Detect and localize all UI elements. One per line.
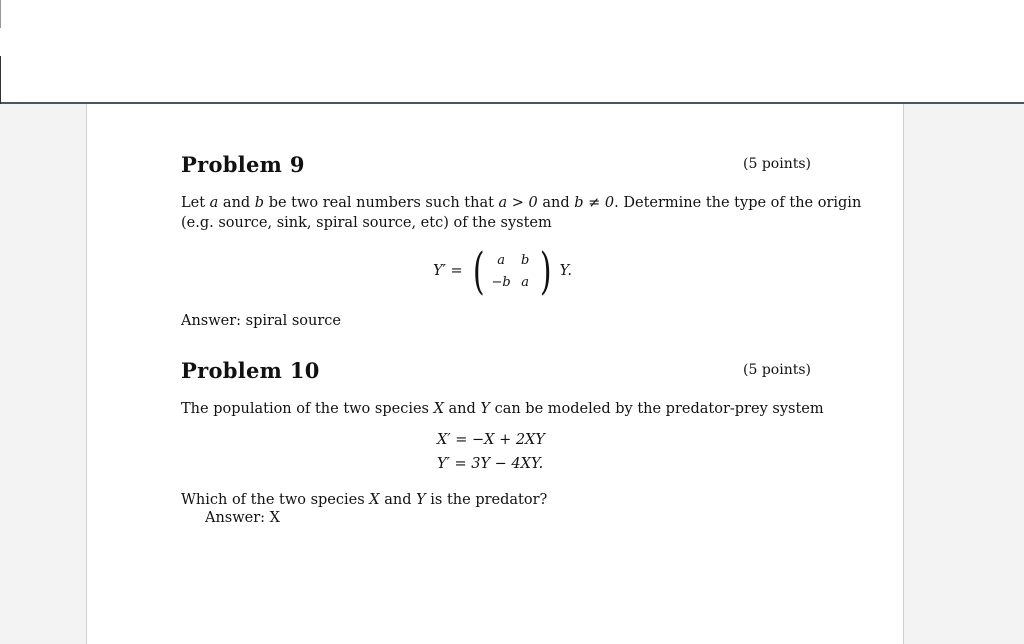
problem-9-points: (5 points) xyxy=(743,156,811,172)
problem-10-question: Which of the two species X and Y is the predator? xyxy=(181,492,548,508)
problem-10-title: Problem 10 xyxy=(181,358,320,383)
matrix-entry: a xyxy=(497,252,506,268)
problem-9-equation xyxy=(433,242,572,300)
problem-10-points: (5 points) xyxy=(743,362,811,378)
problem-9-statement-line1: Let a and b be two real numbers such that a > 0 and b ≠ 0. Determine the type of the origin xyxy=(181,195,862,211)
left-paren: ( xyxy=(472,242,485,300)
predator-prey-equation-1: X′ = −X + 2XY xyxy=(437,432,545,448)
window-edge-line xyxy=(0,0,1,28)
equation-rhs: Y. xyxy=(559,263,572,279)
problem-9-title: Problem 9 xyxy=(181,152,305,177)
document-page xyxy=(86,104,904,644)
problem-10-header xyxy=(181,358,811,388)
matrix-entry: −b xyxy=(491,274,511,290)
problem-9-statement-line2: (e.g. source, sink, spiral source, etc) of the system xyxy=(181,215,552,231)
matrix-entry: a xyxy=(521,274,530,290)
top-toolbar-area xyxy=(0,0,1024,104)
problem-10-statement: The population of the two species X and Y can be modeled by the predator-prey system xyxy=(181,401,824,417)
problem-9-header xyxy=(181,152,811,182)
coefficient-matrix xyxy=(488,249,536,293)
matrix-entry: b xyxy=(520,252,530,268)
right-paren: ) xyxy=(540,242,552,300)
problem-10-answer: Answer: X xyxy=(205,510,280,526)
predator-prey-equation-2: Y′ = 3Y − 4XY. xyxy=(437,456,544,472)
equation-lhs: Y′ = xyxy=(433,263,463,279)
problem-9-answer: Answer: spiral source xyxy=(181,313,341,329)
window-edge-line xyxy=(0,56,1,104)
